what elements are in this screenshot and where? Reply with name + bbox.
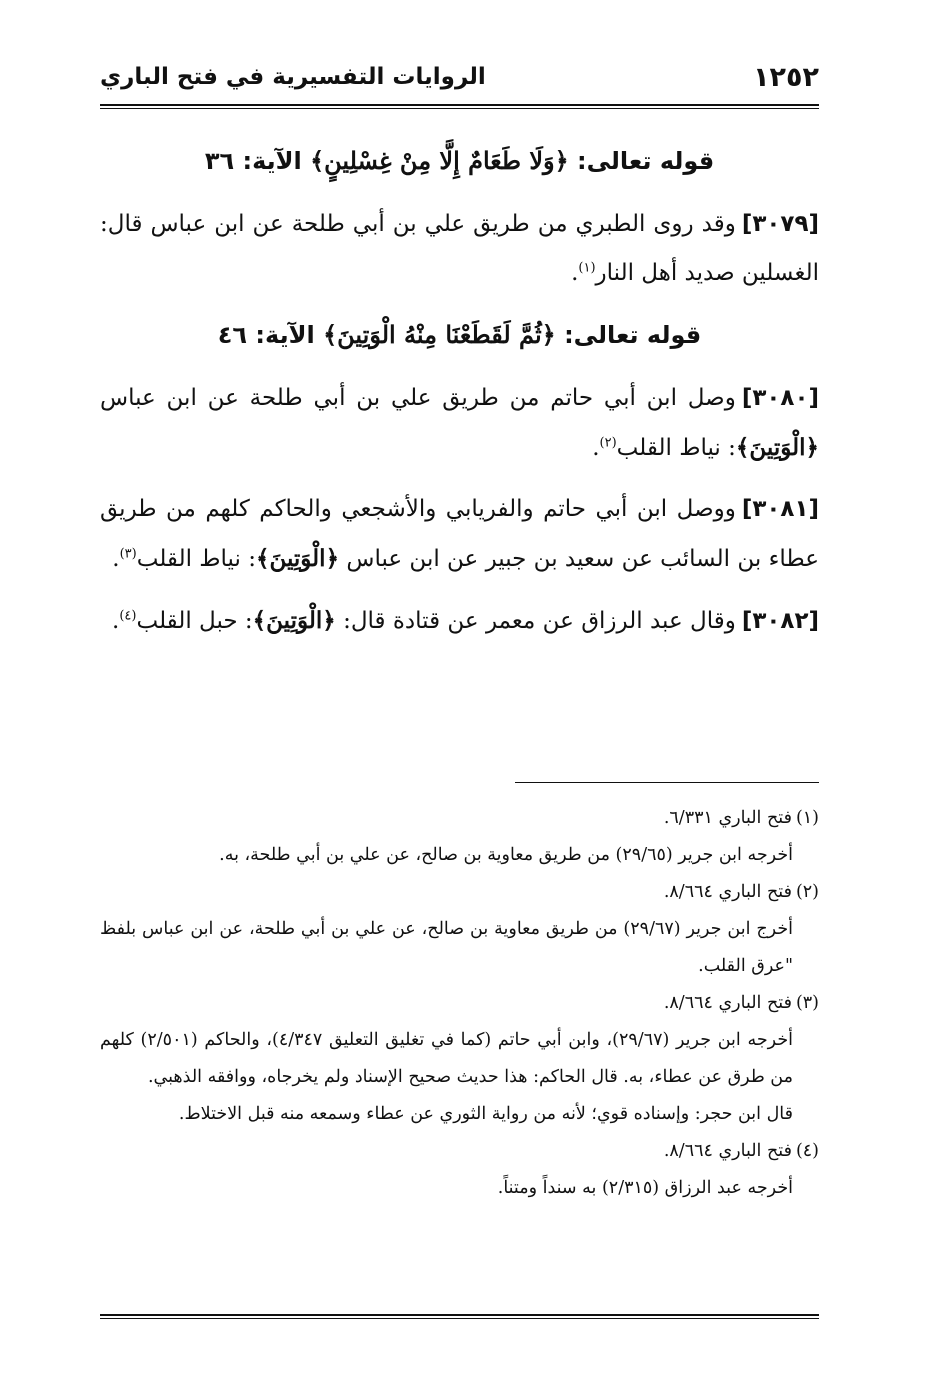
main-text — [100, 128, 819, 658]
footnote-detail: أخرجه عبد الرزاق (٢/٣١٥) به سنداً ومتناً. — [497, 1178, 793, 1198]
quranic-word: ﴿الْوَتِينَ﴾ — [252, 607, 336, 634]
narration-paragraph: [٣٠٧٩]وقد روى الطبري من طريق علي بن أبي طلحة عن ابن عباس قال: الغسلين صديد أهل النار$^{(١)}$. — [100, 211, 819, 286]
narration-number: [٣٠٨٠] — [741, 385, 819, 411]
footnote-ref[interactable]: (٤) — [119, 608, 137, 624]
footnote: (٤)فتح الباري ٨/٦٦٤. — [663, 1141, 819, 1161]
footnote: (٣)فتح الباري ٨/٦٦٤. — [663, 993, 819, 1013]
footnote-detail: أخرجه ابن جرير (٢٩/٦٧)، وابن أبي حاتم (كما في تغليق التعليق ٤/٣٤٧)، والحاكم (٢/٥٠١) كلهم من طرق عن عطاء، به. قال الحاكم: هذا حديث صحيح الإسناد ولم يخرجاه، ووافقه الذهبي. — [100, 1030, 794, 1087]
quranic-word: ﴿الْوَتِينَ﴾ — [255, 545, 340, 572]
footnote-separator — [515, 782, 819, 783]
footnote-number: (٢) — [795, 882, 819, 902]
footnote-ref[interactable]: (١) — [578, 260, 596, 276]
footnote: (١)فتح الباري ٦/٣٣١. — [663, 808, 819, 828]
book-title: الروايات التفسيرية في فتح الباري — [100, 64, 486, 90]
section-heading: قوله تعالى: ﴿وَلَا طَعَامٌ إِلَّا مِنْ غِسْلِينٍ﴾ الآية: ٣٦ — [204, 146, 715, 175]
quranic-verse: ﴿وَلَا طَعَامٌ إِلَّا مِنْ غِسْلِينٍ﴾ — [310, 146, 569, 175]
narration-number: [٣٠٨٢] — [741, 608, 819, 634]
page-number: ١٢٥٢ — [753, 62, 819, 93]
footer-rule — [100, 1314, 819, 1319]
quranic-word: ﴿الْوَتِينَ﴾ — [735, 434, 819, 461]
narration-paragraph: [٣٠٨٢]وقال عبد الرزاق عن معمر عن قتادة قال: ﴿الْوَتِينَ﴾: حبل القلب$^{(٤)}$. — [112, 607, 819, 634]
narration-number: [٣٠٨١] — [741, 496, 819, 522]
footnote-detail: قال ابن حجر: وإسناده قوي؛ لأنه من رواية الثوري عن عطاء وسمعه منه قبل الاختلاط. — [178, 1104, 793, 1124]
section-heading: قوله تعالى: ﴿ثُمَّ لَقَطَعْنَا مِنْهُ الْوَتِينَ﴾ الآية: ٤٦ — [217, 320, 702, 349]
header-rule — [100, 104, 819, 109]
footnote-ref[interactable]: (٣) — [119, 546, 137, 562]
running-header — [100, 62, 819, 102]
narration-paragraph: [٣٠٨٠]وصل ابن أبي حاتم من طريق علي بن أبي طلحة عن ابن عباس ﴿الْوَتِينَ﴾: نياط القلب$^{(٢)}$. — [100, 385, 819, 461]
footnote-detail: أخرجه ابن جرير (٢٩/٦٥) من طريق معاوية بن صالح، عن علي بن أبي طلحة، به. — [219, 845, 793, 865]
footnote-ref[interactable]: (٢) — [599, 435, 617, 451]
footnotes — [100, 800, 819, 1207]
quranic-verse: ﴿ثُمَّ لَقَطَعْنَا مِنْهُ الْوَتِينَ﴾ — [323, 320, 556, 349]
footnote-number: (٤) — [795, 1141, 819, 1161]
footnote: (٢)فتح الباري ٨/٦٦٤. — [663, 882, 819, 902]
footnote-detail: أخرج ابن جرير (٢٩/٦٧) من طريق معاوية بن صالح، عن علي بن أبي طلحة، عن ابن عباس بلفظ "عرق القلب. — [100, 919, 793, 976]
footnote-number: (١) — [795, 808, 819, 828]
narration-number: [٣٠٧٩] — [741, 211, 819, 237]
footnote-number: (٣) — [795, 993, 819, 1013]
narration-paragraph: [٣٠٨١]ووصل ابن أبي حاتم والفريابي والأشجعي والحاكم كلهم من طريق عطاء بن السائب عن سعيد بن جبير عن ابن عباس ﴿الْوَتِينَ﴾: نياط القلب$^{(٣)}$. — [100, 496, 819, 572]
